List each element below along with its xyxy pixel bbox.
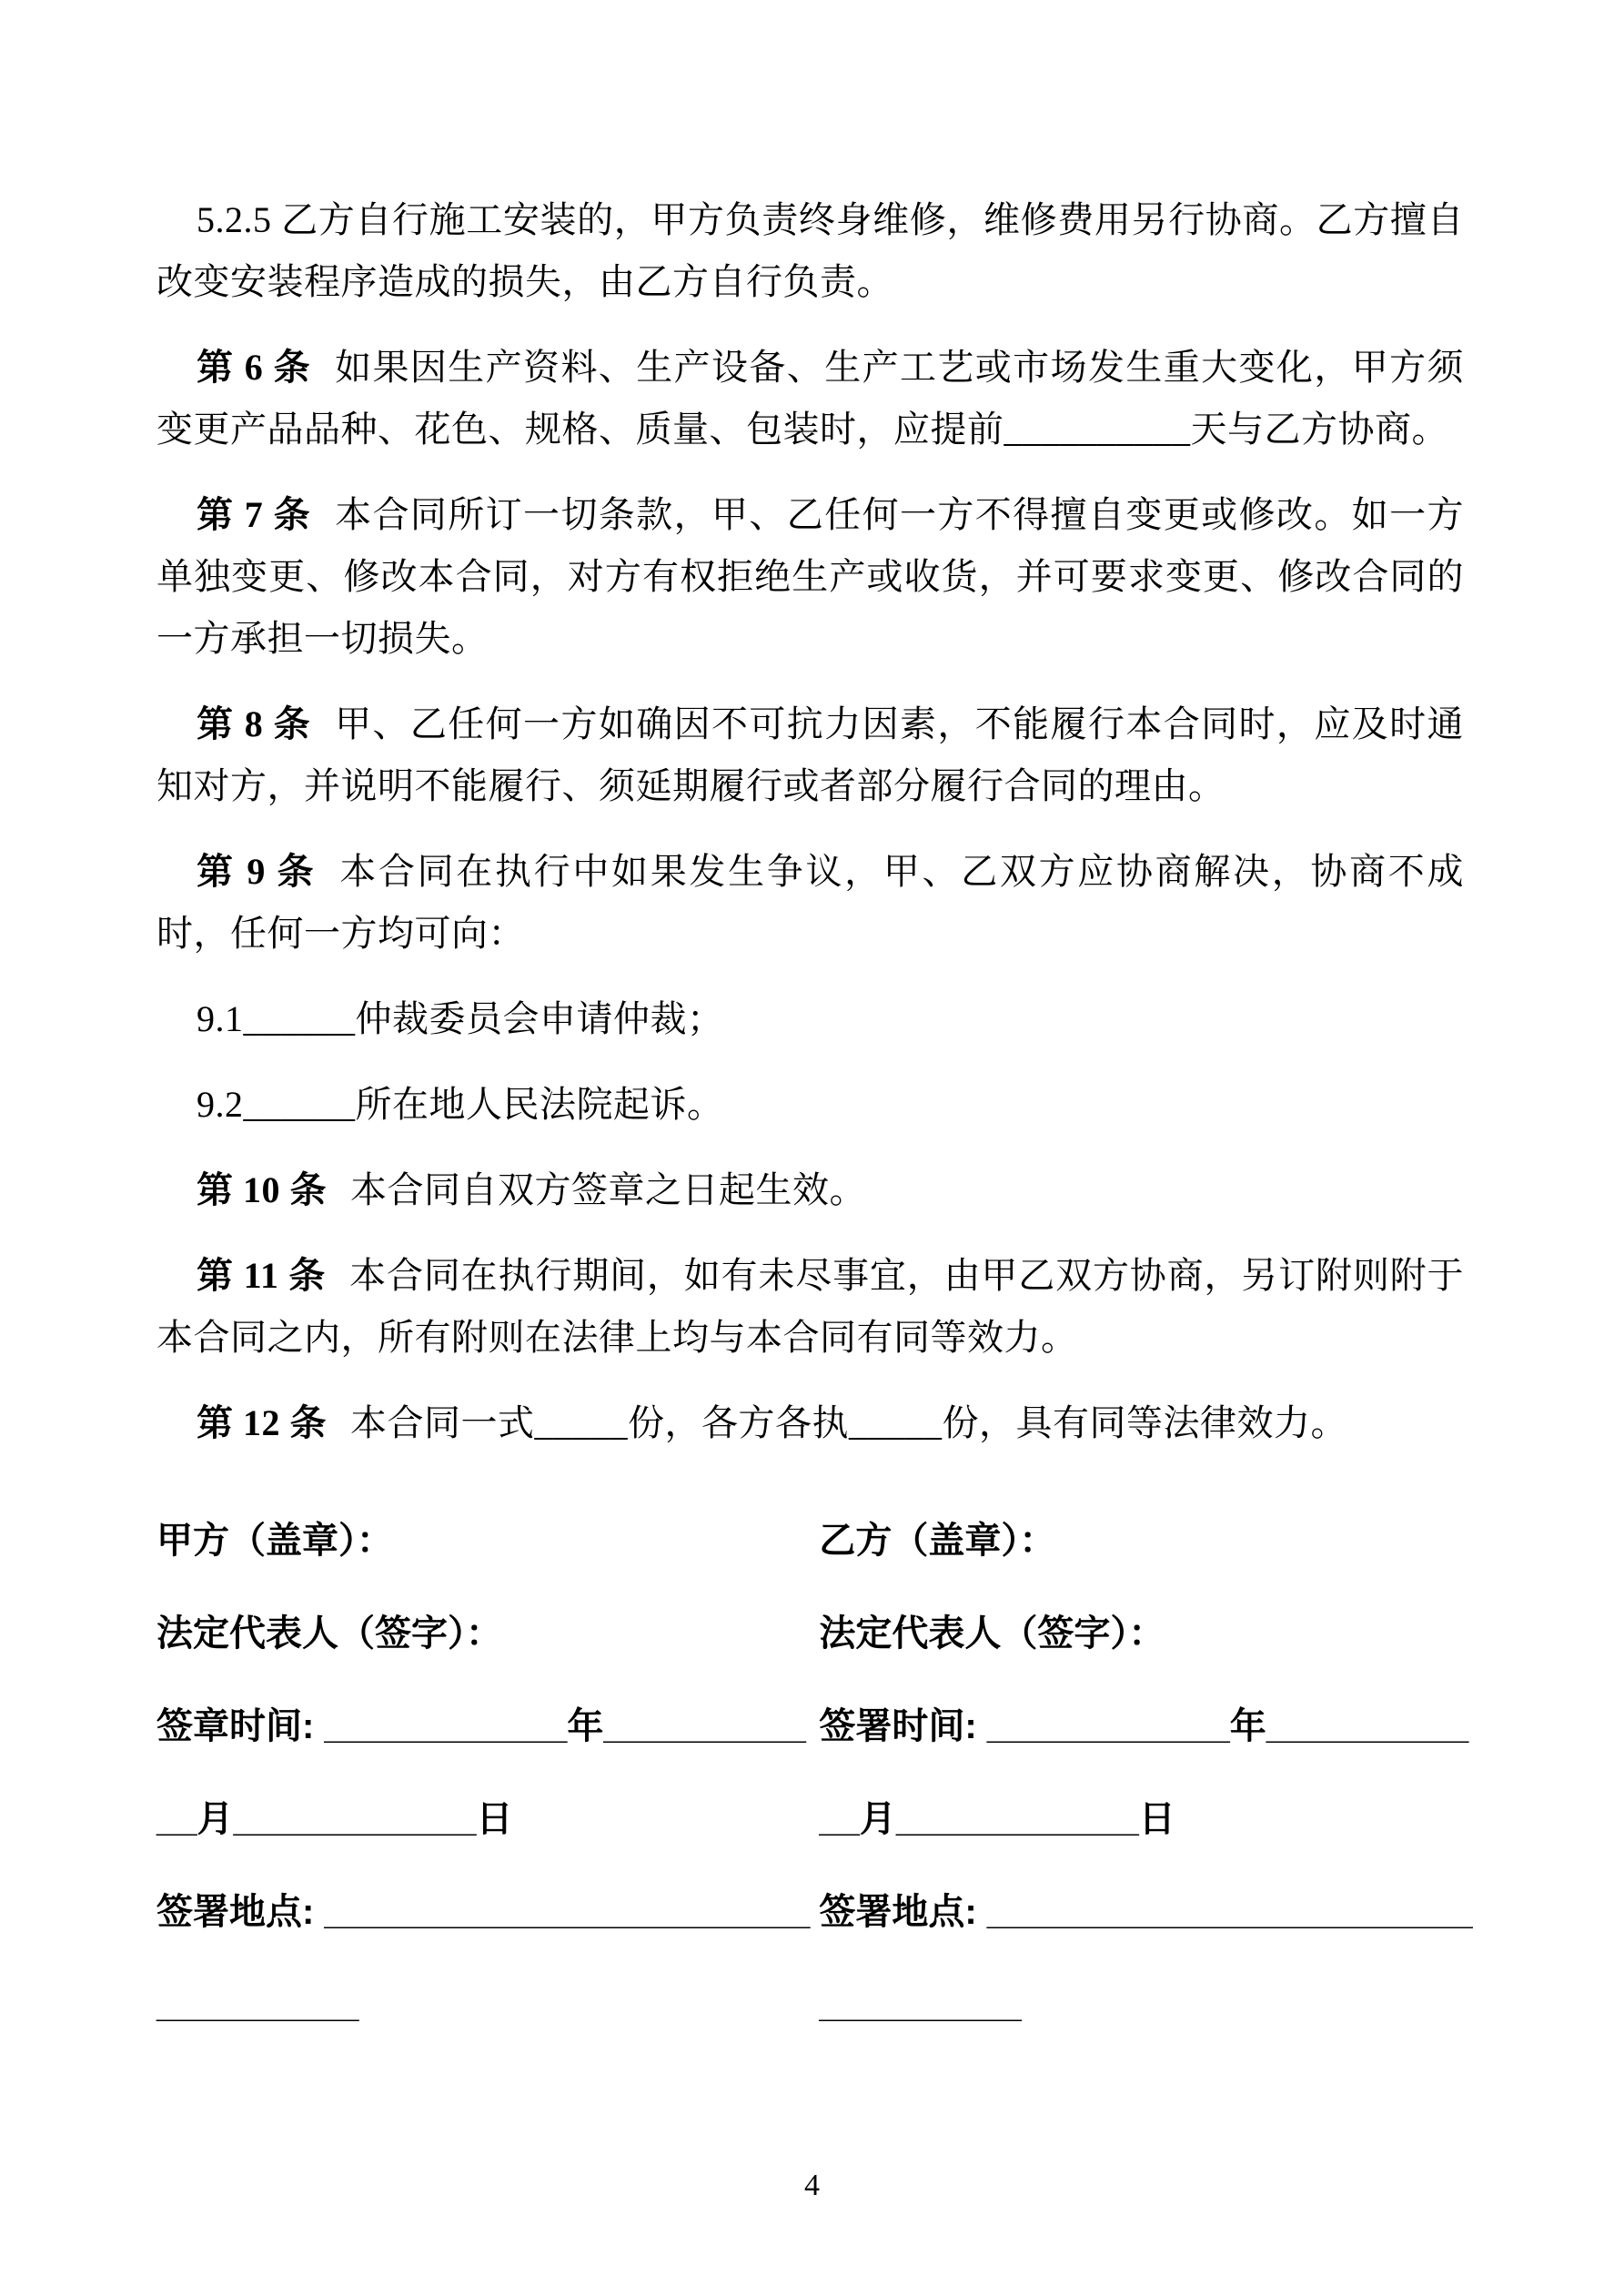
party-b-place-continuation-line: __________ [819, 1985, 1022, 2025]
clause-paragraph [156, 1245, 1464, 1369]
clause-number: 第 7 条 [197, 494, 312, 535]
party-a-month-day-line: __月____________日 [156, 1799, 513, 1839]
party-b-signature-block [819, 1511, 1472, 2068]
clause-number: 第 6 条 [197, 347, 312, 388]
page-number: 4 [804, 2169, 820, 2202]
clause-number: 第 12 条 [197, 1402, 327, 1443]
clause-text: 9.2______所在地人民法院起诉。 [197, 1084, 724, 1125]
clause-subitem [156, 988, 1464, 1050]
party-a-representative-label: 法定代表人（签字）： [156, 1613, 502, 1654]
clause-text: 本合同所订一切条款，甲、乙任何一方不得擅自变更或修改。如一方单独变更、修改本合同，对方有权拒绝生产或收货，并可要求变更、修改合同的一方承担一切损失。 [156, 494, 1465, 659]
clause-text: 本合同一式_____份，各方各执_____份，具有同等法律效力。 [350, 1402, 1347, 1443]
clause-text: 5.2.5 乙方自行施工安装的，甲方负责终身维修，维修费用另行协商。乙方擅自改变安装程序造成的损失，由乙方自行负责。 [156, 199, 1464, 302]
signature-section [156, 1511, 1473, 2068]
clause-number: 第 8 条 [197, 703, 312, 744]
party-b-seal-label: 乙方（盖章）： [819, 1521, 1056, 1561]
party-b-representative-label: 法定代表人（签字）： [819, 1613, 1165, 1654]
clause-paragraph [156, 189, 1464, 313]
clause-number: 第 9 条 [197, 851, 317, 892]
party-b-sign-time-line: 签署时间: ____________年__________ [819, 1706, 1469, 1746]
clause-paragraph [156, 693, 1464, 817]
clause-paragraph [156, 337, 1464, 460]
clause-text: 本合同自双方签章之日起生效。 [350, 1169, 866, 1210]
clause-paragraph [156, 1159, 1464, 1221]
party-a-sign-time-line: 签章时间: ____________年__________ [156, 1706, 806, 1746]
party-a-seal-label: 甲方（盖章）： [156, 1521, 393, 1561]
clause-text: 甲、乙任何一方如确因不可抗力因素，不能履行本合同时，应及时通知对方，并说明不能履行、须延期履行或者部分履行合同的理由。 [156, 703, 1465, 806]
clause-number: 第 10 条 [197, 1169, 327, 1210]
clause-paragraph [156, 841, 1464, 965]
clause-text: 9.1______仲裁委员会申请仲裁； [197, 998, 724, 1039]
clause-paragraph [156, 484, 1464, 670]
party-a-sign-place-line: 签署地点: ________________________ [156, 1892, 811, 1932]
clause-paragraph [156, 1392, 1464, 1454]
party-a-signature-block [156, 1511, 810, 2068]
clause-number: 第 11 条 [197, 1255, 327, 1296]
party-b-sign-place-line: 签署地点: ________________________ [819, 1892, 1473, 1932]
clause-subitem [156, 1074, 1464, 1136]
clause-text: 如果因生产资料、生产设备、生产工艺或市场发生重大变化，甲方须变更产品品种、花色、规格、质量、包装时，应提前__________天与乙方协商。 [156, 347, 1465, 450]
party-b-month-day-line: __月____________日 [819, 1799, 1175, 1839]
clause-text: 本合同在执行中如果发生争议，甲、乙双方应协商解决，协商不成时，任何一方均可向： [156, 851, 1464, 954]
party-a-place-continuation-line: __________ [156, 1985, 359, 2025]
clause-text: 本合同在执行期间，如有未尽事宜，由甲乙双方协商，另订附则附于本合同之内，所有附则在法律上均与本合同有同等效力。 [156, 1255, 1465, 1358]
